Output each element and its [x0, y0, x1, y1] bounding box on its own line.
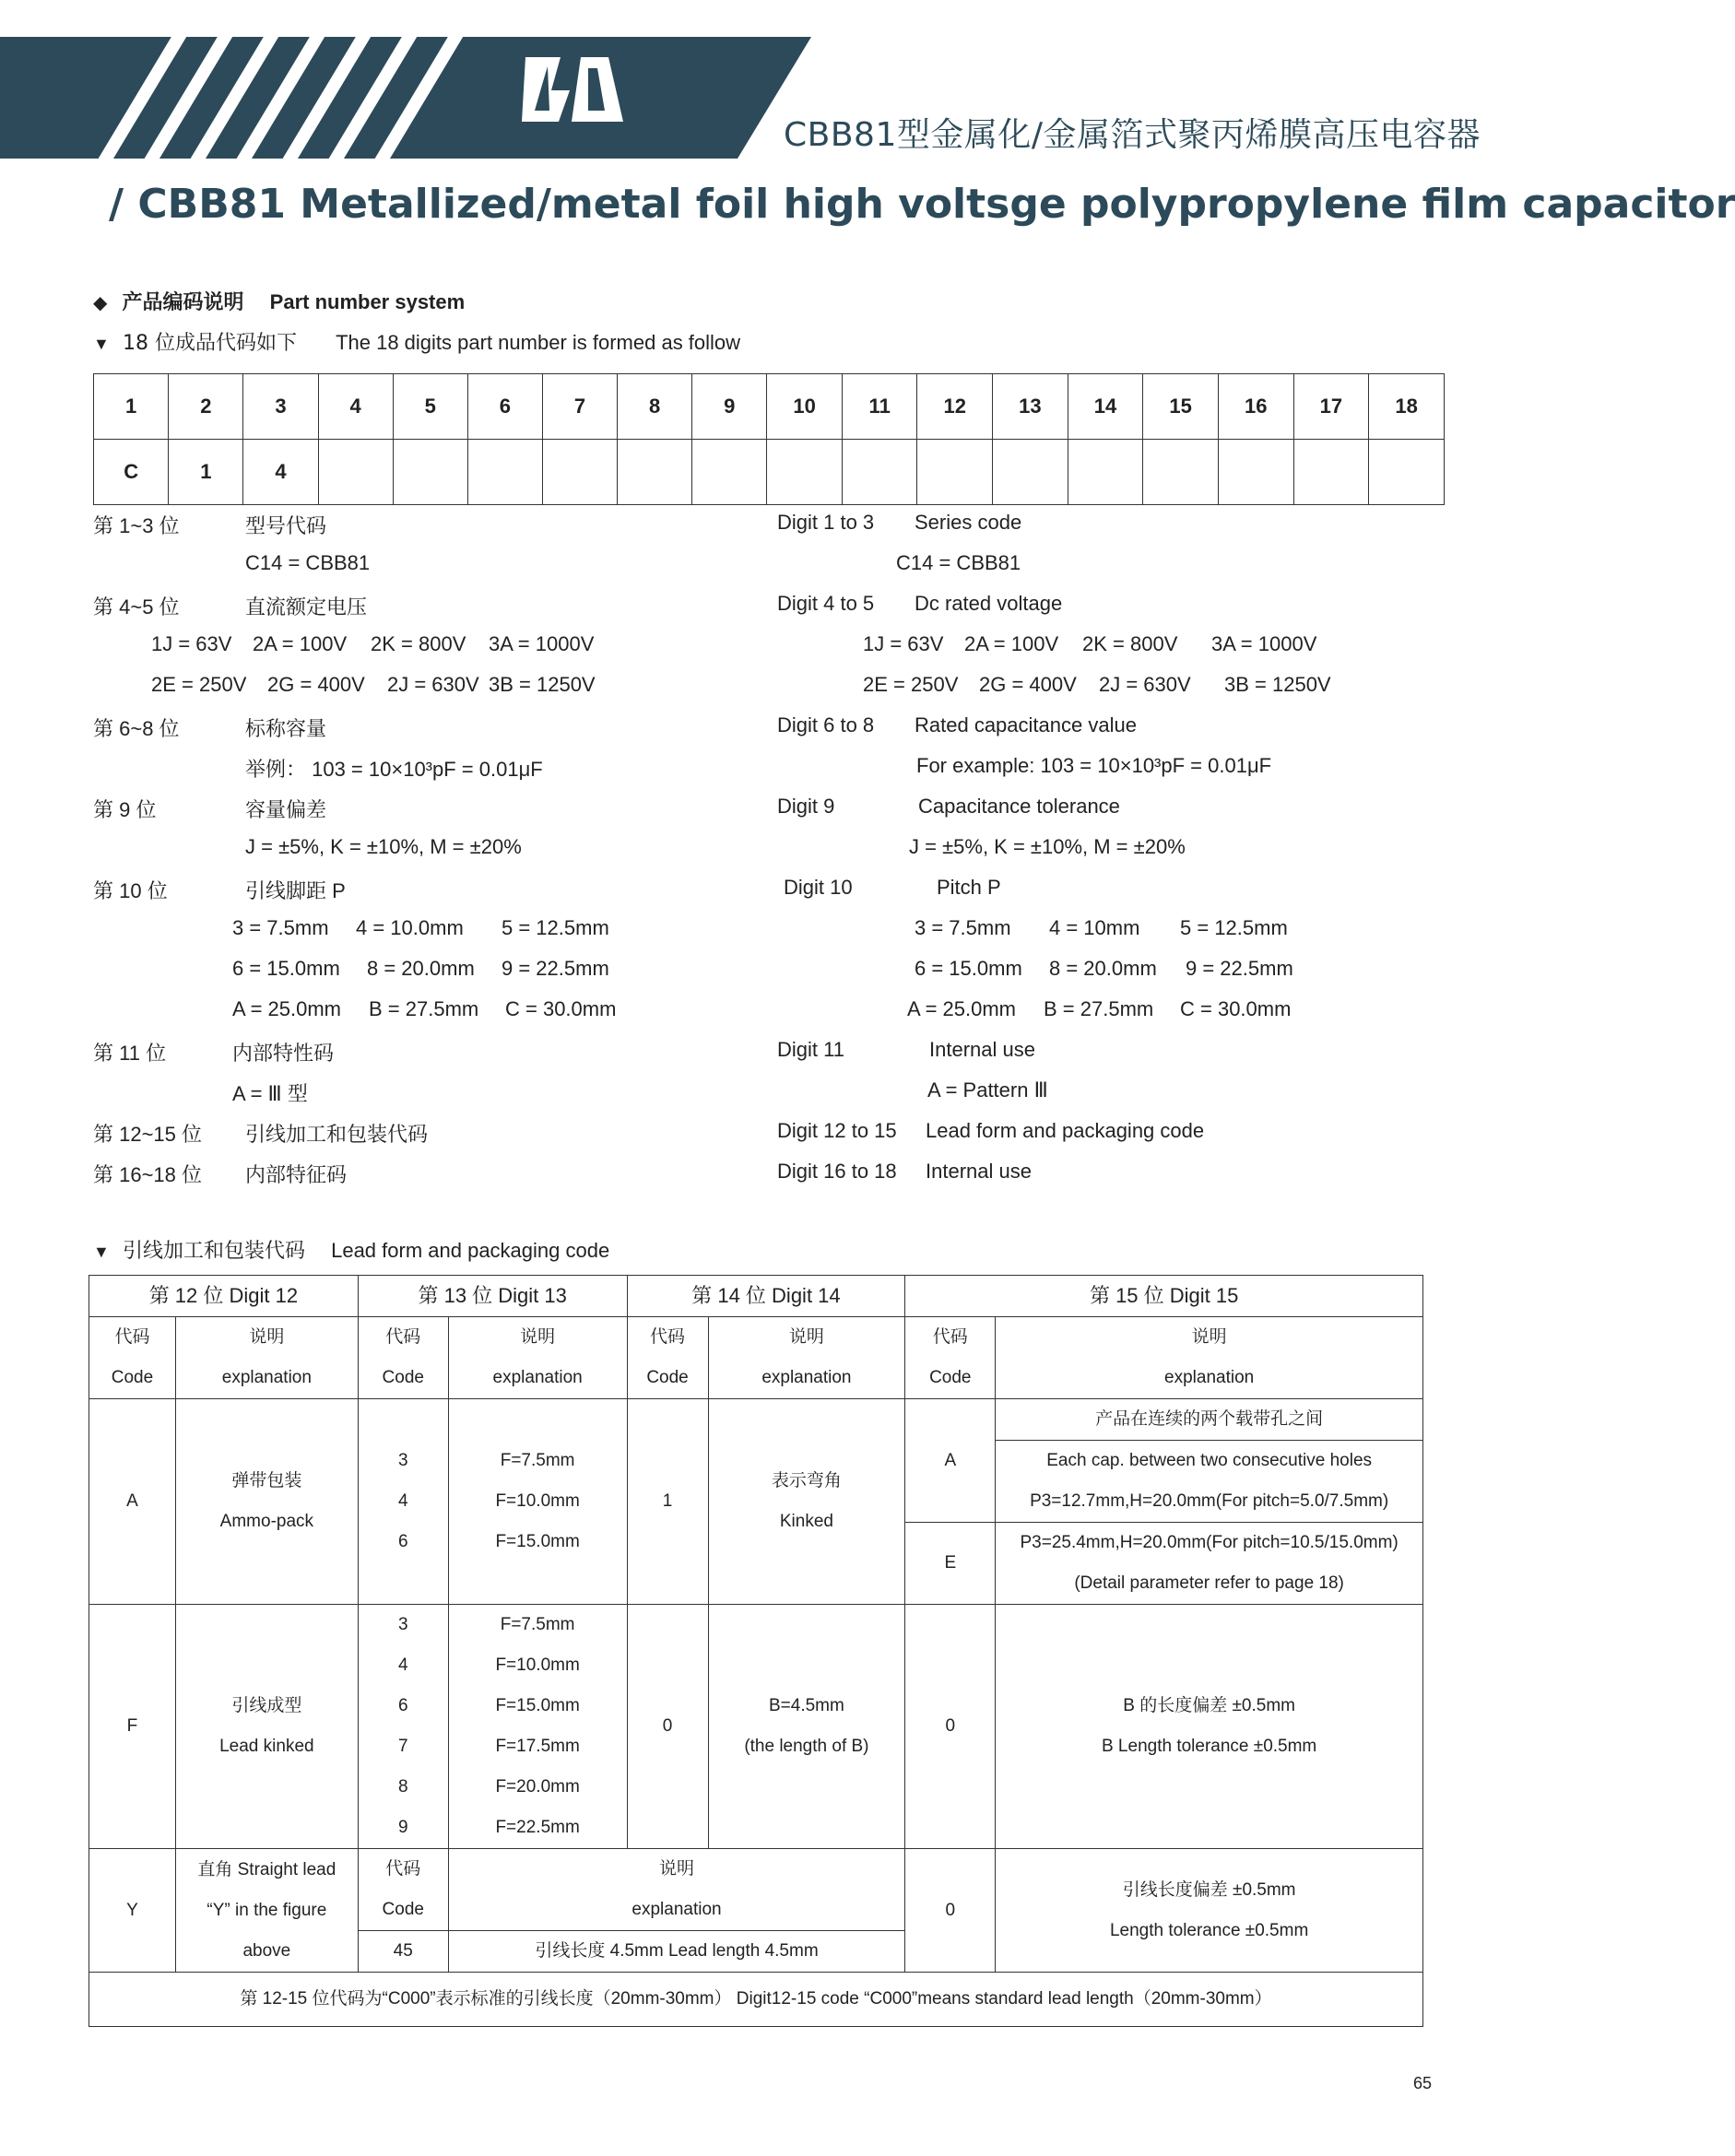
table-row [94, 440, 1445, 505]
code-label-en: Code [929, 1368, 972, 1387]
b-length-note: (the length of B) [744, 1737, 869, 1756]
voltage-code: 2J = 630V [1099, 673, 1191, 696]
explanation-header [708, 1317, 905, 1399]
desc-capacitance-en: Rated capacitance value [915, 713, 1137, 736]
desc-digit-6-8: 第 6~8 位 [93, 717, 180, 740]
expl-label-cn: 说明 [788, 1327, 824, 1347]
code-header [905, 1317, 996, 1399]
page-number: 65 [1413, 2074, 1433, 2092]
desc-tolerance: 容量偏差 [245, 798, 327, 821]
desc-digit-12-15-en: Digit 12 to 15 [777, 1119, 897, 1142]
section-lead-form [93, 1235, 609, 1264]
desc-pattern: A = Ⅲ 型 [232, 1082, 308, 1105]
digit-cell: 4 [318, 374, 393, 440]
lead-kinked-en: Lead kinked [219, 1737, 314, 1756]
digit-cell: 16 [1218, 374, 1293, 440]
value-cell [917, 440, 993, 505]
code-a: A [89, 1399, 176, 1605]
value-cell: C [94, 440, 169, 505]
desc-digit-16-18-en: Digit 16 to 18 [777, 1160, 897, 1183]
table-row [89, 1849, 1423, 1891]
straight-lead: 直角 Straight lead [197, 1859, 336, 1879]
voltage-code: 3A = 1000V [489, 632, 595, 655]
table-row [89, 1973, 1423, 2027]
b-length: B=4.5mm [768, 1696, 844, 1715]
digit-cell: 13 [993, 374, 1068, 440]
pitch-code: 9 [397, 1818, 408, 1837]
pitch-code: 9 = 22.5mm [502, 957, 609, 980]
section-title-cn: 产品编码说明 [122, 291, 244, 314]
pitch-code: 8 = 20.0mm [367, 957, 475, 980]
expl-label-cn: 说明 [1191, 1327, 1227, 1347]
voltage-code: 1J = 63V [151, 632, 232, 655]
desc-series-code-en: Series code [915, 511, 1022, 534]
desc-internal-en: Internal use [929, 1038, 1035, 1061]
value-cell [542, 440, 617, 505]
code-header: Code [358, 1890, 448, 1931]
pitch-value: F=15.0mm [495, 1696, 580, 1715]
pitch-code: A = 25.0mm [232, 997, 342, 1020]
voltage-code: 3B = 1250V [489, 673, 596, 696]
table-row [89, 1276, 1423, 1317]
desc-pitch: 引线脚距 P [245, 879, 346, 902]
b-tolerance-cn: B 的长度偏差 ±0.5mm [1123, 1696, 1295, 1715]
header-digit-15: 第 15 位 Digit 15 [905, 1276, 1423, 1317]
code-15-e: E [905, 1523, 996, 1605]
kinked-en: Kinked [779, 1512, 833, 1531]
pitch-code: 5 = 12.5mm [1180, 916, 1288, 939]
expl-label-en: explanation [1164, 1368, 1255, 1387]
straight-lead-cell [175, 1849, 358, 1973]
digit-cell: 10 [767, 374, 843, 440]
section-18-digits [93, 327, 740, 356]
desc-digit-6-8-en: Digit 6 to 8 [777, 713, 875, 736]
code-15-a: A [905, 1399, 996, 1523]
pitch-code: 3 = 7.5mm [915, 916, 1011, 939]
pitch-code: 6 [397, 1696, 408, 1715]
code-label-en: Code [382, 1368, 424, 1387]
pitch-code: 6 [397, 1532, 408, 1551]
value-cell [618, 440, 692, 505]
y15-code: 0 [905, 1849, 996, 1973]
digit-cell: 5 [393, 374, 467, 440]
expl-label-cn: 说明 [249, 1327, 285, 1347]
a15-desc-cn: 产品在连续的两个载带孔之间 [996, 1399, 1423, 1441]
desc-digit-11-en: Digit 11 [777, 1038, 844, 1061]
digit-cell: 7 [542, 374, 617, 440]
value-cell [318, 440, 393, 505]
code-label-cn: 代码 [385, 1327, 421, 1347]
value-cell [993, 440, 1068, 505]
desc-example-en: For example: 103 = 10×10³pF = 0.01μF [916, 754, 1272, 777]
pitch-value-cell [448, 1605, 627, 1849]
pitch-value: F=20.0mm [495, 1777, 580, 1797]
section-lead-en: Lead form and packaging code [331, 1239, 610, 1262]
voltage-code: 2A = 100V [253, 632, 348, 655]
pitch-code: 7 [397, 1737, 408, 1756]
desc-tolerance-codes-en: J = ±5%, K = ±10%, M = ±20% [909, 835, 1186, 858]
desc-internal-code: 内部特征码 [245, 1163, 348, 1186]
value-cell [842, 440, 917, 505]
pitch-code: C = 30.0mm [1180, 997, 1292, 1020]
desc-lead-form: 引线加工和包装代码 [245, 1123, 429, 1146]
code-header [89, 1317, 176, 1399]
desc-pitch-en: Pitch P [937, 876, 1001, 899]
explanation-header [175, 1317, 358, 1399]
explanation-header: explanation [448, 1890, 905, 1931]
value-cell [1068, 440, 1143, 505]
kinked-cell [708, 1399, 905, 1605]
code-label-cn: 代码 [114, 1327, 150, 1347]
product-title-en: / CBB81 Metallized/metal foil high voltsge polypropylene film capacitor [109, 181, 1735, 228]
code-header [358, 1317, 448, 1399]
pitch-value: F=15.0mm [495, 1532, 580, 1551]
voltage-code: 2G = 400V [267, 673, 365, 696]
desc-lead-form-en: Lead form and packaging code [926, 1119, 1205, 1142]
pitch-code-cell [358, 1605, 448, 1849]
desc-digit-4-5-en: Digit 4 to 5 [777, 592, 875, 615]
diamond-bullet-icon: ◆ [93, 293, 108, 313]
digit-cell: 9 [692, 374, 767, 440]
desc-digit-11: 第 11 位 [93, 1042, 167, 1065]
pitch-value: F=10.0mm [495, 1655, 580, 1675]
desc-example: 举例： 103 = 10×10³pF = 0.01μF [245, 758, 543, 781]
code-y: Y [89, 1849, 176, 1973]
desc-digit-1-3-en: Digit 1 to 3 [777, 511, 875, 534]
digit-cell: 2 [169, 374, 243, 440]
desc-capacitance: 标称容量 [245, 717, 327, 740]
pitch-code: 8 = 20.0mm [1049, 957, 1157, 980]
desc-tolerance-en: Capacitance tolerance [918, 795, 1120, 818]
desc-digit-9-en: Digit 9 [777, 795, 835, 818]
expl-label-en: explanation [221, 1368, 312, 1387]
explanation-header: 说明 [448, 1849, 905, 1891]
pitch-value: F=22.5mm [495, 1818, 580, 1837]
pitch-code: A = 25.0mm [907, 997, 1017, 1020]
digit-cell: 15 [1143, 374, 1219, 440]
digit-cell: 1 [94, 374, 169, 440]
pitch-value-cell [448, 1399, 627, 1605]
desc-digit-1-3: 第 1~3 位 [93, 514, 180, 537]
value-cell: 1 [169, 440, 243, 505]
table-row [89, 1317, 1423, 1399]
explanation-header [996, 1317, 1423, 1399]
code-header [627, 1317, 708, 1399]
pitch-code: 3 = 7.5mm [232, 916, 329, 939]
lead-form-table [89, 1275, 1423, 2027]
digit-cell: 6 [467, 374, 542, 440]
b-code: 0 [627, 1605, 708, 1849]
pitch-code: 4 = 10mm [1049, 916, 1140, 939]
voltage-code: 2A = 100V [964, 632, 1059, 655]
section-title-en: Part number system [269, 290, 466, 313]
desc-digit-9: 第 9 位 [93, 798, 157, 821]
digit-cell: 8 [618, 374, 692, 440]
pitch-code: 3 [397, 1615, 408, 1634]
code-label-cn: 代码 [932, 1327, 968, 1347]
digit-cell: 17 [1293, 374, 1369, 440]
ammo-pack-cn: 弹带包装 [231, 1471, 302, 1490]
voltage-code: 3A = 1000V [1211, 632, 1317, 655]
code-header: 代码 [358, 1849, 448, 1891]
digit-cell: 11 [842, 374, 917, 440]
code-label-cn: 代码 [650, 1327, 686, 1347]
value-cell [692, 440, 767, 505]
pitch-code: 9 = 22.5mm [1186, 957, 1293, 980]
desc-voltage: 直流额定电压 [245, 595, 368, 619]
desc-pattern-en: A = Pattern Ⅲ [927, 1078, 1048, 1102]
straight-lead-note: “Y” in the figure [207, 1900, 327, 1920]
voltage-code: 2K = 800V [371, 632, 466, 655]
length-tolerance-cn: 引线长度偏差 ±0.5mm [1122, 1879, 1296, 1900]
e15-param: P3=25.4mm,H=20.0mm(For pitch=10.5/15.0mm) [996, 1523, 1423, 1564]
pitch-code: 8 [397, 1777, 408, 1797]
triangle-bullet-icon: ▼ [93, 1243, 110, 1261]
value-cell [1143, 440, 1219, 505]
table-row [94, 374, 1445, 440]
section-lead-cn: 引线加工和包装代码 [122, 1240, 305, 1263]
header-digit-12: 第 12 位 Digit 12 [89, 1276, 359, 1317]
pitch-code-cell [358, 1399, 448, 1605]
digit-cell: 12 [917, 374, 993, 440]
desc-c14-en: C14 = CBB81 [896, 551, 1021, 574]
e15-note: (Detail parameter refer to page 18) [996, 1563, 1423, 1605]
pitch-code: C = 30.0mm [505, 997, 617, 1020]
pitch-value: F=7.5mm [500, 1451, 575, 1470]
desc-digit-10: 第 10 位 [93, 879, 168, 902]
triangle-bullet-icon: ▼ [93, 335, 110, 353]
pitch-code: 4 = 10.0mm [356, 916, 464, 939]
explanation-header [448, 1317, 627, 1399]
lead-kinked-cn: 引线成型 [231, 1696, 302, 1715]
desc-voltage-en: Dc rated voltage [915, 592, 1063, 615]
digit-cell: 14 [1068, 374, 1143, 440]
ammo-pack-en: Ammo-pack [219, 1512, 314, 1531]
value-cell [1293, 440, 1369, 505]
section-part-number [93, 287, 465, 315]
header-digit-13: 第 13 位 Digit 13 [358, 1276, 627, 1317]
value-cell [1369, 440, 1445, 505]
desc-digit-10-en: Digit 10 [784, 876, 853, 899]
pitch-code: 4 [397, 1655, 408, 1675]
b-tolerance-cell [996, 1605, 1423, 1849]
lead-length: 引线长度 4.5mm Lead length 4.5mm [448, 1931, 905, 1973]
voltage-code: 1J = 63V [863, 632, 944, 655]
desc-series-code: 型号代码 [245, 514, 327, 537]
voltage-code: 2G = 400V [979, 673, 1077, 696]
lead-code-45: 45 [358, 1931, 448, 1973]
footnote: 第 12-15 位代码为“C000”表示标准的引线长度（20mm-30mm） Digit12-15 code “C000”means standard lead length（20mm-30mm） [89, 1973, 1423, 2027]
pitch-code: 4 [397, 1491, 408, 1511]
ammo-pack-cell [175, 1399, 358, 1605]
voltage-code: 3B = 1250V [1224, 673, 1331, 696]
b-length-cell [708, 1605, 905, 1849]
length-tolerance-en: Length tolerance ±0.5mm [1109, 1920, 1309, 1940]
desc-internal: 内部特性码 [232, 1042, 335, 1065]
voltage-code: 2K = 800V [1082, 632, 1178, 655]
desc-tolerance-codes: J = ±5%, K = ±10%, M = ±20% [245, 835, 522, 858]
voltage-code: 2J = 630V [387, 673, 479, 696]
voltage-code: 2E = 250V [863, 673, 959, 696]
pitch-code: B = 27.5mm [369, 997, 479, 1020]
desc-c14: C14 = CBB81 [245, 551, 371, 574]
section-sub-en: The 18 digits part number is formed as follow [336, 331, 741, 354]
pitch-code: 5 = 12.5mm [502, 916, 609, 939]
voltage-code: 2E = 250V [151, 673, 247, 696]
value-cell [393, 440, 467, 505]
header-digit-14: 第 14 位 Digit 14 [627, 1276, 905, 1317]
f15-code: 0 [905, 1605, 996, 1849]
pitch-code: B = 27.5mm [1044, 997, 1154, 1020]
product-title-cn: CBB81型金属化/金属箔式聚丙烯膜高压电容器 [784, 116, 1481, 154]
expl-label-en: explanation [492, 1368, 583, 1387]
code-f: F [89, 1605, 176, 1849]
table-row [89, 1605, 1423, 1849]
table-row [89, 1399, 1423, 1441]
pitch-value: F=10.0mm [495, 1491, 580, 1511]
a15-desc-en: Each cap. between two consecutive holes [996, 1441, 1423, 1482]
desc-digit-4-5: 第 4~5 位 [93, 595, 180, 619]
company-logo-icon [505, 41, 634, 133]
desc-digit-12-15: 第 12~15 位 [93, 1123, 203, 1146]
pitch-code: 6 = 15.0mm [232, 957, 340, 980]
straight-lead-note: above [242, 1940, 291, 1961]
pitch-value: F=17.5mm [495, 1737, 580, 1756]
desc-internal-code-en: Internal use [926, 1160, 1032, 1183]
a15-param: P3=12.7mm,H=20.0mm(For pitch=5.0/7.5mm) [996, 1481, 1423, 1523]
value-cell [467, 440, 542, 505]
code-label-en: Code [646, 1368, 689, 1387]
value-cell [767, 440, 843, 505]
digit-position-table [93, 373, 1445, 505]
length-tolerance-cell [996, 1849, 1423, 1973]
expl-label-cn: 说明 [520, 1327, 556, 1347]
desc-digit-16-18: 第 16~18 位 [93, 1163, 203, 1186]
digit-cell: 18 [1369, 374, 1445, 440]
pitch-code: 6 = 15.0mm [915, 957, 1022, 980]
kinked-cn: 表示弯角 [771, 1471, 842, 1490]
digit-cell: 3 [243, 374, 318, 440]
kinked-code: 1 [627, 1399, 708, 1605]
pitch-value: F=7.5mm [500, 1615, 575, 1634]
lead-kinked-cell [175, 1605, 358, 1849]
code-label-en: Code [111, 1368, 154, 1387]
b-tolerance-en: B Length tolerance ±0.5mm [1101, 1737, 1317, 1756]
expl-label-en: explanation [761, 1368, 852, 1387]
pitch-code: 3 [397, 1451, 408, 1470]
value-cell [1218, 440, 1293, 505]
section-sub-cn: 18 位成品代码如下 [122, 332, 297, 355]
value-cell: 4 [243, 440, 318, 505]
